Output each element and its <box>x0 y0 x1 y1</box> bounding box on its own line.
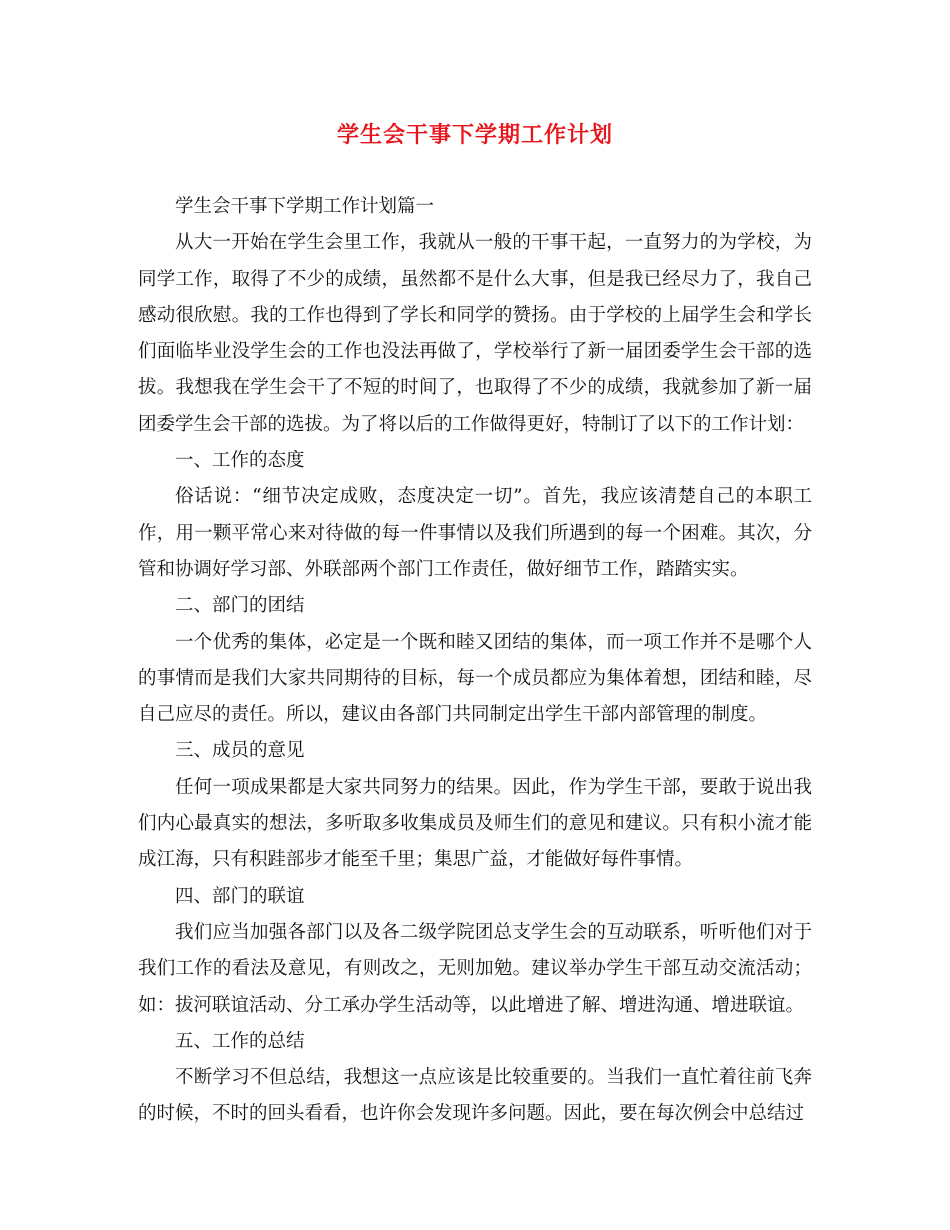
section-heading-opinions: 三、成员的意见 <box>175 740 305 762</box>
paragraph-opinions: 任何一项成果都是大家共同努力的结果。因此，作为学生干部，要敢于说出我们内心最真实的想法，多听取多收集成员及师生们的意见和建议。只有积小流才能成江海，只有积跬部步才能至千里；集思广益，才能做好每件事情。 <box>138 776 812 871</box>
section-heading-unity: 二、部门的团结 <box>175 595 305 617</box>
document-title: 学生会干事下学期工作计划 <box>336 122 613 148</box>
paragraph-intro: 从大一开始在学生会里工作，我就从一般的干事干起，一直努力的为学校，为同学工作，取得了不少的成绩，虽然都不是什么大事，但是我已经尽力了，我自己感动很欣慰。我的工作也得到了学长和同学的赞扬。由于学校的上届学生会和学长们面临毕业没学生会的工作也没法再做了，学校举行了新一届团委学生会干部的选拔。我想我在学生会干了不短的时间了，也取得了不少的成绩，我就参加了新一届团委学生会干部的选拔。为了将以后的工作做得更好，特制订了以下的工作计划： <box>138 232 812 435</box>
section-heading-liaison: 四、部门的联谊 <box>175 885 305 907</box>
paragraph-attitude: 俗话说：“细节决定成败，态度决定一切”。首先，我应该清楚自己的本职工作，用一颗平常心来对待做的每一件事情以及我们所遇到的每一个困难。其次，分管和协调好学习部、外联部两个部门工作责任，做好细节工作，踏踏实实。 <box>138 486 812 580</box>
section-heading-summary: 五、工作的总结 <box>175 1030 305 1052</box>
section-heading-attitude: 一、工作的态度 <box>175 450 305 472</box>
document-body <box>138 189 812 1133</box>
paragraph-unity: 一个优秀的集体，必定是一个既和睦又团结的集体，而一项工作并不是哪个人的事情而是我们大家共同期待的目标，每一个成员都应为集体着想，团结和睦，尽自己应尽的责任。所以，建议由各部门共同制定出学生干部内部管理的制度。 <box>138 631 812 726</box>
paragraph-liaison: 我们应当加强各部门以及各二级学院团总支学生会的互动联系，听听他们对于我们工作的看法及意见，有则改之，无则加勉。建议举办学生干部互动交流活动；如：拔河联谊活动、分工承办学生活动等，以此增进了解、增进沟通、增进联谊。 <box>138 921 812 1016</box>
section-heading-pian1: 学生会干事下学期工作计划篇一 <box>175 196 435 217</box>
paragraph-summary: 不断学习不但总结，我想这一点应该是比较重要的。当我们一直忙着往前飞奔的时候，不时的回头看看，也许你会发现许多问题。因此，要在每次例会中总结过 <box>138 1067 812 1125</box>
